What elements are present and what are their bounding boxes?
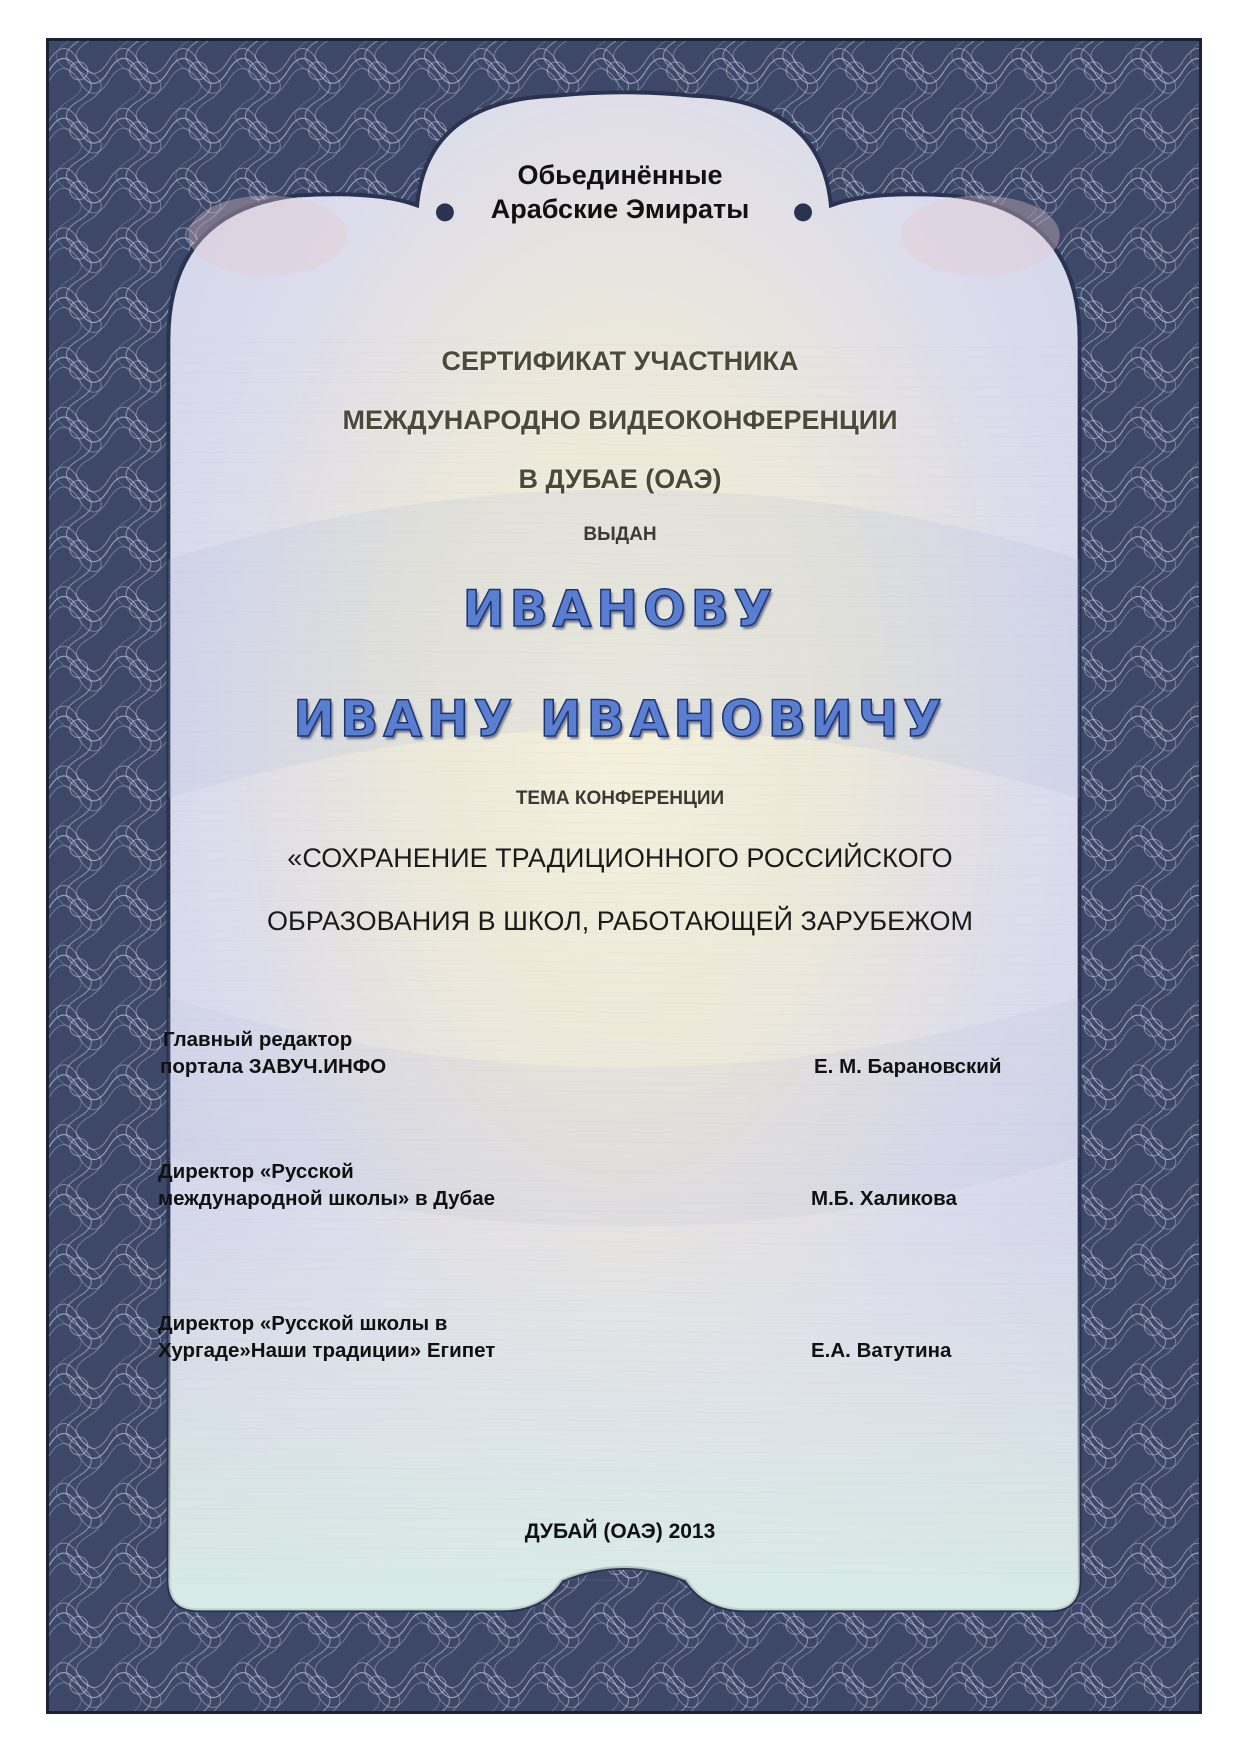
recipient-surname: ИВАНОВУ (462, 580, 778, 638)
issued-label: ВЫДАН (583, 524, 657, 545)
signatory-role-line-1: Директор «Русской школы в (158, 1312, 448, 1335)
certificate-title-line-2: МЕЖДУНАРОДНО ВИДЕОКОНФЕРЕНЦИИ (342, 405, 898, 435)
signatory-role (158, 1158, 495, 1212)
country-line-2: Арабские Эмираты (490, 194, 750, 224)
topic-label: ТЕМА КОНФЕРЕНЦИИ (515, 788, 725, 809)
signatory-role-line-2: международной школы» в Дубае (158, 1187, 495, 1210)
topic-line-1: «СОХРАНЕНИЕ ТРАДИЦИОННОГО РОССИЙСКОГО (287, 843, 953, 873)
signatory-name: М.Б. Халикова (811, 1187, 957, 1210)
signatory-role (158, 1310, 495, 1364)
footer-place-year: ДУБАЙ (ОАЭ) 2013 (524, 1520, 716, 1543)
signatory-name: Е.А. Ватутина (811, 1339, 952, 1362)
signatory-role-line-1: Директор «Русской (158, 1160, 354, 1183)
topic-line-2: ОБРАЗОВАНИЯ В ШКОЛ, РАБОТАЮЩЕЙ ЗАРУБЕЖОМ (267, 906, 973, 936)
signatory-role-line-2: Хургаде»Наши традиции» Египет (158, 1339, 496, 1362)
signatory-role (160, 1026, 386, 1080)
signatory-role-line-2: портала ЗАВУЧ.ИНФО (160, 1055, 387, 1078)
country-line-1: Обьединённые (517, 160, 723, 190)
signatory-name: Е. М. Барановский (814, 1055, 1002, 1078)
certificate-title-line-1: СЕРТИФИКАТ УЧАСТНИКА (441, 346, 799, 376)
certificate-title-line-3: В ДУБАЕ (ОАЭ) (518, 464, 722, 494)
signatory-role-line-1: Главный редактор (163, 1028, 353, 1051)
recipient-given-names: ИВАНУ ИВАНОВИЧУ (293, 690, 947, 748)
